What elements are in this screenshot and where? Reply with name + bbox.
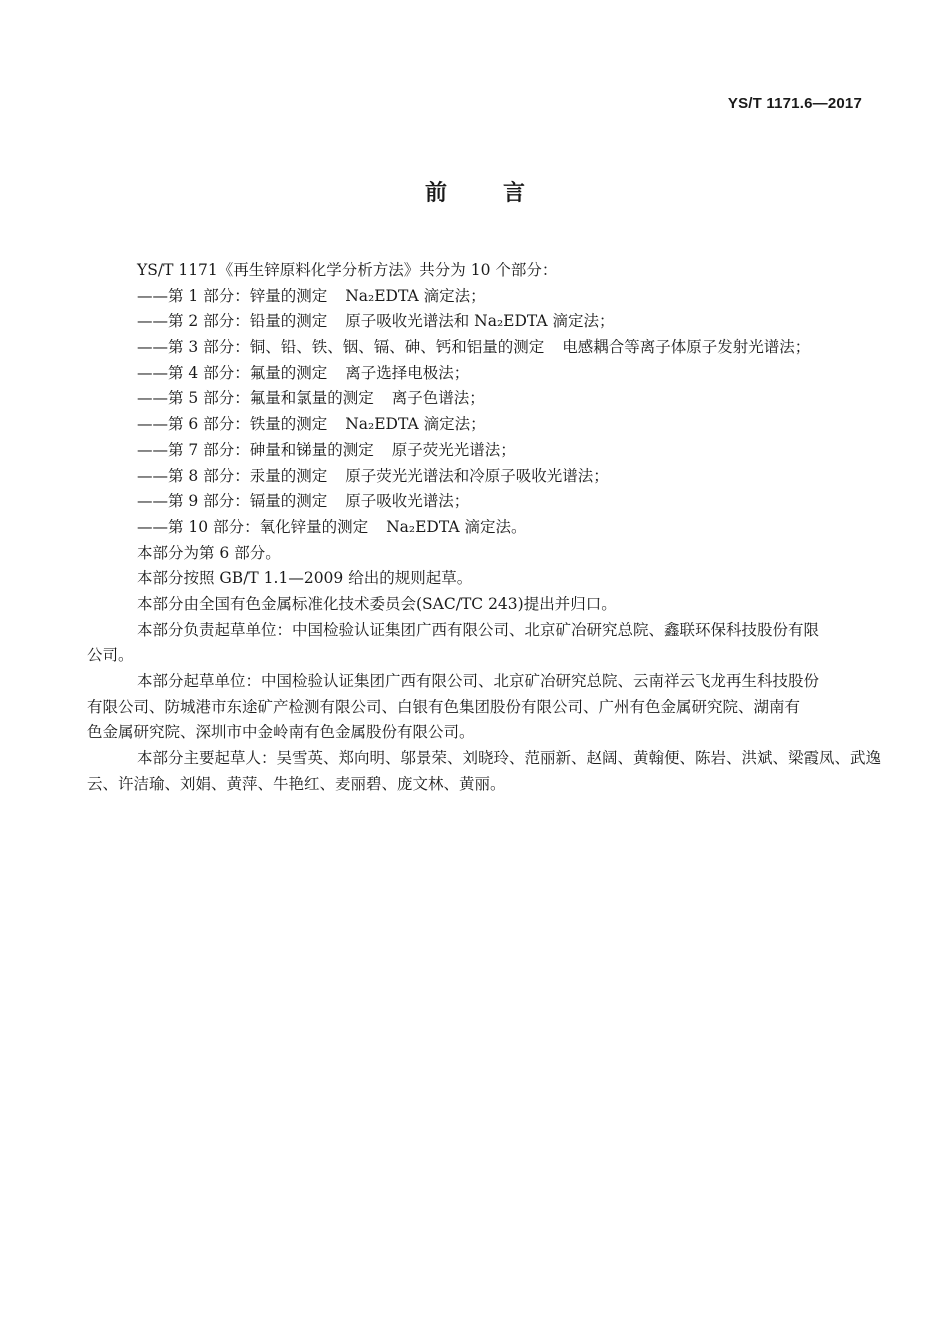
paragraph-line: 本部分由全国有色金属标准化技术委员会(SAC/TC 243)提出并归口。 — [137, 594, 617, 613]
paragraph-line: 公司。 — [87, 646, 134, 665]
intro-line: YS/T 1171《再生锌原料化学分析方法》共分为 10 个部分： — [137, 261, 558, 279]
statement-paragraph — [87, 566, 865, 592]
part-label: ——第 4 部分：氟量的测定 — [137, 363, 328, 382]
statements — [87, 541, 882, 798]
part-item — [87, 284, 865, 310]
part-method: 离子选择电极法； — [345, 363, 470, 382]
part-label: ——第 9 部分：镉量的测定 — [137, 492, 328, 511]
part-label: ——第 3 部分：铜、铅、铁、铟、镉、砷、钙和铝量的测定 — [137, 338, 545, 357]
part-label: ——第 1 部分：锌量的测定 — [137, 286, 328, 305]
part-item — [87, 386, 865, 412]
standard-code: YS/T 1171.6—2017 — [727, 95, 862, 112]
part-method: 电感耦合等离子体原子发射光谱法； — [562, 338, 811, 357]
part-item — [87, 464, 865, 490]
part-method: 原子吸收光谱法； — [345, 492, 470, 511]
parts-list — [87, 284, 865, 541]
part-item — [87, 438, 865, 464]
statement-paragraph — [87, 541, 865, 567]
paragraph-line: 本部分负责起草单位：中国检验认证集团广西有限公司、北京矿冶研究总院、鑫联环保科技股份有限 — [137, 620, 820, 639]
paragraph-line: 本部分按照 GB/T 1.1—2009 给出的规则起草。 — [137, 569, 473, 588]
part-method: 原子荧光光谱法； — [391, 440, 516, 459]
page-title: 前言 — [424, 180, 581, 206]
statement-paragraph — [87, 618, 865, 669]
part-label: ——第 6 部分：铁量的测定 — [137, 415, 328, 434]
part-label: ——第 2 部分：铅量的测定 — [137, 312, 328, 331]
statement-paragraph — [87, 669, 865, 746]
paragraph-line: 有限公司、防城港市东途矿产检测有限公司、白银有色集团股份有限公司、广州有色金属研究院、湖南有 — [87, 697, 801, 716]
part-item — [87, 361, 865, 387]
paragraph-line: 本部分主要起草人：吴雪英、郑向明、邬景荣、刘晓玲、范丽新、赵阔、黄翰便、陈岩、洪斌、梁霞凤、武逸 — [137, 749, 882, 768]
paragraph-line: 色金属研究院、深圳市中金岭南有色金属股份有限公司。 — [87, 723, 475, 742]
part-method: Na₂EDTA 滴定法； — [345, 415, 486, 434]
part-item — [87, 309, 865, 335]
part-method: 原子吸收光谱法和 Na₂EDTA 滴定法； — [345, 312, 615, 331]
part-item — [87, 335, 865, 361]
part-method: 原子荧光光谱法和冷原子吸收光谱法； — [345, 466, 609, 485]
statement-paragraph — [87, 592, 865, 618]
part-method: 离子色谱法； — [391, 389, 485, 408]
part-method: Na₂EDTA 滴定法； — [345, 286, 486, 305]
paragraph-line: 本部分为第 6 部分。 — [137, 543, 281, 562]
statement-paragraph — [87, 746, 882, 797]
part-label: ——第 7 部分：砷量和锑量的测定 — [137, 440, 374, 459]
paragraph-line: 云、许洁瑜、刘娟、黄萍、牛艳红、麦丽碧、庞文林、黄丽。 — [87, 774, 506, 793]
part-item — [87, 412, 865, 438]
part-item — [87, 489, 865, 515]
part-label: ——第 10 部分：氧化锌量的测定 — [137, 517, 369, 536]
part-label: ——第 5 部分：氟量和氯量的测定 — [137, 389, 374, 408]
part-label: ——第 8 部分：汞量的测定 — [137, 466, 328, 485]
part-method: Na₂EDTA 滴定法。 — [386, 517, 527, 536]
foreword-body — [87, 258, 882, 797]
part-item — [87, 515, 865, 541]
paragraph-line: 本部分起草单位：中国检验认证集团广西有限公司、北京矿冶研究总院、云南祥云飞龙再生科技股份 — [137, 672, 820, 690]
